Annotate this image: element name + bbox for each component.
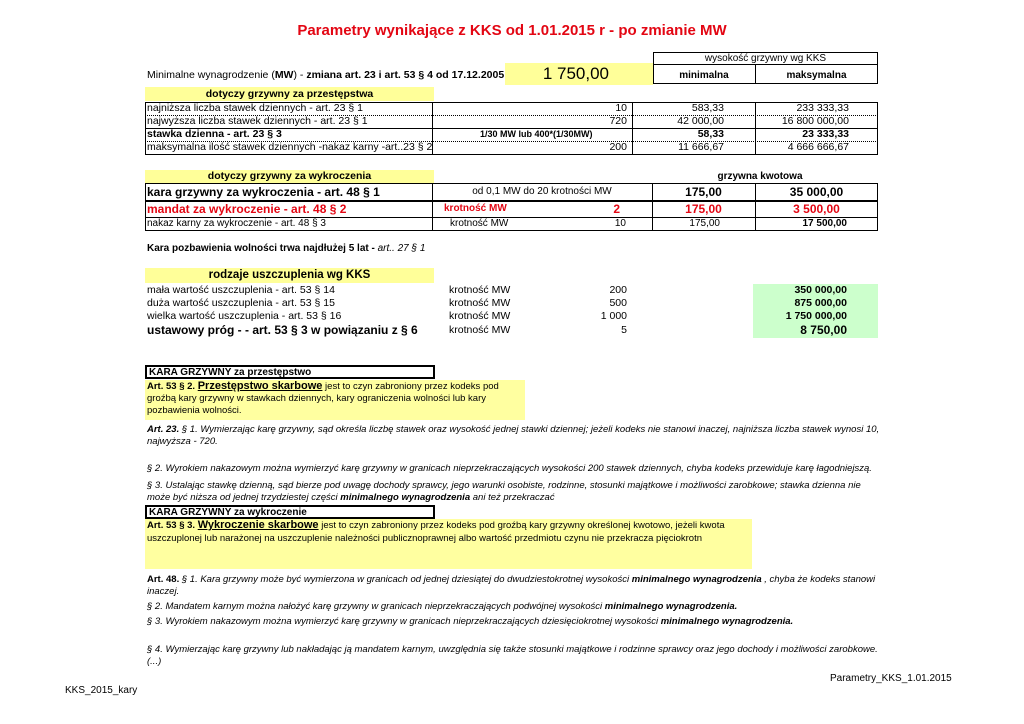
uszczuplenia-heading: rodzaje uszczuplenia wg KKS — [145, 268, 434, 283]
row-label: ustawowy próg - - art. 53 § 3 w powiązaniu z § 6 — [147, 323, 418, 337]
art53-2-label: Art. 53 § 2. — [147, 381, 196, 392]
table-row — [147, 116, 877, 127]
art23-p3-text: § 3. Ustalając stawkę dzienną, sąd bierze pod uwagę dochody sprawcy, jego warunki osobiste, rodzinne, stosunki majątkowe i możliwości zarobkowe; stawka dzienna nie może być niższa od jednej trzydziestej części — [147, 480, 861, 503]
row-label: najniższa liczba stawek dziennych - art. 23 § 1 — [147, 103, 363, 114]
row-label: wielka wartość uszczuplenia - art. 53 § 16 — [147, 311, 342, 322]
footer-right: Parametry_KKS_1.01.2015 — [830, 673, 952, 684]
row-min: 11 666,67 — [678, 142, 724, 153]
wykroczenie-term: Wykroczenie skarbowe — [197, 519, 319, 531]
pozbawienie-bold: Kara pozbawienia wolności trwa najdłużej 5 lat — [147, 243, 369, 254]
row-max: 4 666 666,67 — [787, 142, 849, 153]
row-val: 8 750,00 — [800, 323, 847, 337]
kara-przestepstwo-box: KARA GRZYWNY za przestępstwo — [145, 365, 435, 379]
row-num: 10 — [615, 103, 627, 114]
mw-label-mid: ) - — [293, 69, 307, 81]
row-label: duża wartość uszczuplenia - art. 53 § 15 — [147, 298, 335, 309]
row-max: 233 333,33 — [796, 103, 849, 114]
row-val: 350 000,00 — [794, 285, 847, 296]
art48-p3 — [147, 616, 882, 628]
list-item — [147, 298, 877, 309]
list-item — [147, 285, 877, 296]
footer-left: KKS_2015_kary — [65, 685, 138, 696]
mw-value: 1 750,00 — [505, 63, 653, 85]
kara-wykroczenie-box: KARA GRZYWNY za wykroczenie — [145, 505, 435, 519]
art48-p3-text: § 3. Wyrokiem nakazowym można wymierzyć karę grzywny w granicach nieprzekraczających dziesięciokrotnej wysokości — [147, 616, 661, 627]
row-num: 720 — [609, 116, 627, 127]
row-min: 58,33 — [697, 129, 724, 140]
pozbawienie-dash: - — [368, 243, 378, 254]
table-row — [147, 129, 877, 140]
kara-grzywny-label: kara grzywny za wykroczenia - art. 48 § 1 — [147, 185, 380, 199]
mw-label-bold: zmiana art. 23 i art. 53 § 4 od 17.12.2005 — [306, 69, 505, 81]
row-label: stawka dzienna - art. 23 § 3 — [147, 129, 282, 140]
art23-p3-end: ani też przekraczać — [470, 492, 555, 503]
art48-p1-bold: minimalnego wynagrodzenia — [631, 574, 762, 585]
wykroczenie-rest: jest to czyn zabroniony przez kodeks pod groźbą kary grzywny określonej kwotowo, jeżeli kwota uszczuplonej lub narażonej na uszczuplenie należności publicznoprawnej albo wartość przedmiotu czynu nie przekracza pięciokrotn — [147, 520, 725, 544]
row-val: 1 750 000,00 — [785, 311, 847, 322]
table-row — [147, 103, 877, 114]
art48-p2-text: § 2. Mandatem karnym można nałożyć karę grzywny w granicach nieprzekraczających podwójnej wysokości — [147, 601, 605, 612]
art48-p2-bold: minimalnego wynagrodzenia. — [604, 601, 738, 612]
przestepstwa-heading: dotyczy grzywny za przestępstwa — [145, 87, 434, 101]
row-num: 200 — [609, 142, 627, 153]
art48-p3-bold: minimalnego wynagrodzenia. — [660, 616, 794, 627]
mandat-mid: krotność MW — [444, 203, 507, 214]
row-val: 875 000,00 — [794, 298, 847, 309]
header-wysokosc: wysokość grzywny wg KKS — [704, 53, 827, 64]
row-label: mała wartość uszczuplenia - art. 53 § 14 — [147, 285, 335, 296]
art23-p2: § 2. Wyrokiem nakazowym można wymierzyć karę grzywny w granicach nieprzekraczających wysokości 200 stawek dziennych, chyba kodeks przewiduje karę łagodniejszą. — [147, 463, 872, 474]
header-maksymalna: maksymalna — [786, 70, 847, 81]
row-mid: 1/30 MW lub 400*(1/30MW) — [480, 129, 593, 139]
art48-p1 — [147, 574, 882, 598]
page-title: Parametry wynikające z KKS od 1.01.2015 r - po zmianie MW — [297, 22, 727, 39]
wykroczenia-heading: dotyczy grzywny za wykroczenia — [145, 170, 434, 183]
row-max: 23 333,33 — [802, 129, 849, 140]
nakaz-label: nakaz karny za wykroczenie - art. 48 § 3 — [147, 218, 326, 229]
mandat-min: 175,00 — [685, 202, 722, 216]
przestepstwo-rest: jest to czyn zabroniony przez kodeks pod groźbą kary grzywny w stawkach dziennych, kary ograniczenia wolności lub kary pozbawienia wolności. — [147, 381, 499, 416]
wykroczenie-skarbowe-def — [145, 519, 752, 569]
art23-p1 — [147, 424, 882, 448]
mandat-label: mandat za wykroczenie - art. 48 § 2 — [147, 202, 347, 216]
kara-grzywny-min: 175,00 — [685, 185, 722, 199]
przestepstwo-skarbowe-def — [145, 380, 525, 420]
mw-label-pre: Minimalne wynagrodzenie ( — [147, 69, 275, 81]
row-max: 16 800 000,00 — [781, 116, 849, 127]
przestepstwo-term: Przestępstwo skarbowe — [197, 380, 323, 392]
art48-p4: § 4. Wymierzając karę grzywny lub nakładając ją mandatem karnym, uwzględnia się także stosunki majątkowe i rodzinne sprawcy oraz jego dochody i możliwości zarobkowe. (...) — [147, 644, 878, 667]
art23-label: Art. 23. — [147, 424, 180, 435]
art48-p1-end: , chyba że kodeks stanowi inaczej. — [147, 574, 876, 597]
row-mid: krotność MW — [449, 298, 511, 309]
nakaz-min: 175,00 — [689, 218, 720, 229]
header-minimalna: minimalna — [679, 70, 729, 81]
pozbawienie-wolnosci — [147, 243, 425, 255]
art53-3-label: Art. 53 § 3. — [147, 520, 196, 531]
art23-p1-text: § 1. Wymierzając karę grzywny, sąd określa liczbę stawek oraz wysokość jednej stawki dziennej; jeżeli kodeks nie stanowi inaczej, najniższa liczba stawek wynosi 10, najwyższa - 720. — [147, 424, 880, 447]
row-mid: krotność MW — [449, 325, 511, 336]
mandat-max: 3 500,00 — [793, 202, 840, 216]
art23-p3 — [147, 480, 882, 504]
table-row — [147, 142, 877, 153]
mandat-num: 2 — [613, 202, 620, 216]
art48-label: Art. 48. — [147, 574, 180, 585]
row-label: maksymalna ilość stawek dziennych -nakaz karny -art..23 § 2 — [147, 142, 432, 153]
list-item — [147, 323, 877, 337]
pozbawienie-ital: art.. 27 § 1 — [377, 243, 426, 254]
grzywna-kwotowa-header: grzywna kwotowa — [717, 171, 803, 182]
nakaz-mid: krotność MW — [450, 218, 509, 229]
row-num: 1 000 — [600, 311, 627, 322]
row-min: 583,33 — [691, 103, 724, 114]
mw-label — [147, 69, 504, 81]
row-num: 500 — [609, 298, 627, 309]
kara-grzywny-mid: od 0,1 MW do 20 krotności MW — [472, 186, 612, 197]
row-mid: krotność MW — [449, 285, 511, 296]
art48-p2 — [147, 601, 882, 613]
nakaz-max: 17 500,00 — [802, 218, 847, 229]
art48-p1-text: § 1. Kara grzywny może być wymierzona w granicach od jednej dziesiątej do dwudziestokrotnej wysokości — [179, 574, 632, 585]
art23-p3-bold: minimalnego wynagrodzenia — [340, 492, 471, 503]
row-label: najwyższa liczba stawek dziennych - art. 23 § 1 — [147, 116, 368, 127]
row-num: 200 — [609, 285, 627, 296]
nakaz-num: 10 — [614, 218, 626, 229]
mw-label-mw: MW — [274, 69, 294, 81]
kara-grzywny-max: 35 000,00 — [789, 185, 844, 199]
row-num: 5 — [621, 325, 627, 336]
list-item — [147, 311, 877, 322]
row-mid: krotność MW — [449, 311, 511, 322]
row-min: 42 000,00 — [677, 116, 724, 127]
